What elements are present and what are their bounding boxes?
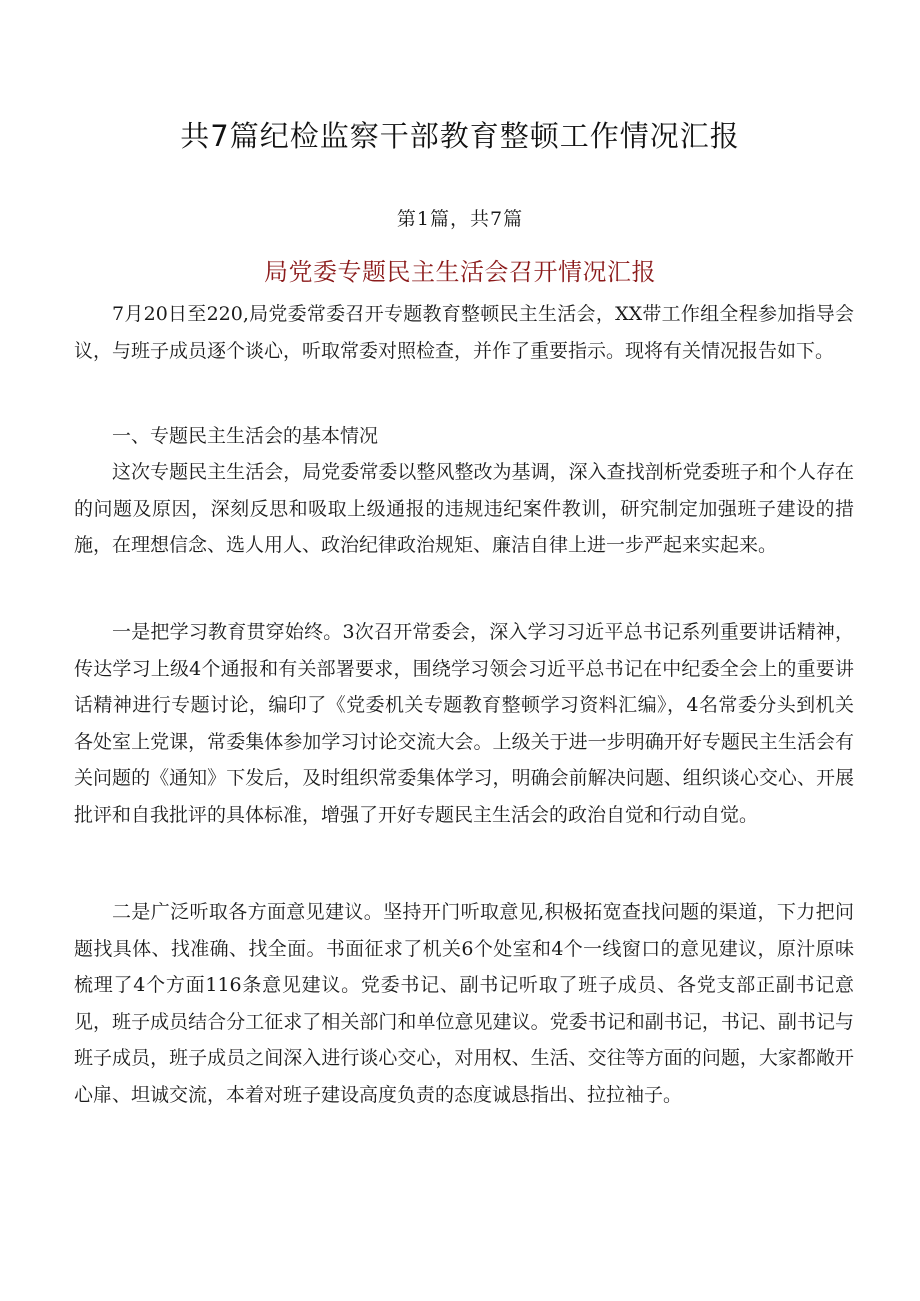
point-one-paragraph: 一是把学习教育贯穿始终。3次召开常委会，深入学习习近平总书记系列重要讲话精神，传达学习上级4个通报和有关部署要求，围绕学习领会习近平总书记在中纪委全会上的重要讲话精神进行专题讨论，编印了《党委机关专题教育整顿学习资料汇编》，4名常委分头到机关各处室上党课，常委集体参加学习讨论交流大会。上级关于进一步明确开好专题民主生活会有关问题的《通知》下发后，及时组织常委集体学习，明确会前解决问题、组织谈心交心、开展批评和自我批评的具体标准，增强了开好专题民主生活会的政治自觉和行动自觉。 — [74, 621, 854, 826]
part-label: 第1篇，共7篇 — [396, 208, 524, 230]
section-paragraph: 这次专题民主生活会，局党委常委以整风整改为基调，深入查找剖析党委班子和个人存在的问题及原因，深刻反思和吸取上级通报的违规违纪案件教训，研究制定加强班子建设的措施，在理想信念、选人用人、政治纪律政治规矩、廉洁自律上进一步严起来实起来。 — [74, 461, 854, 556]
document-title: 共7篇纪检监察干部教育整顿工作情况汇报 — [180, 119, 740, 153]
section-heading: 一、专题民主生活会的基本情况 — [112, 425, 379, 447]
point-two-paragraph: 二是广泛听取各方面意见建议。坚持开门听取意见,积极拓宽查找问题的渠道，下力把问题找具体、找准确、找全面。书面征求了机关6个处室和4个一线窗口的意见建议，原汁原味梳理了4个方面116条意见建议。党委书记、副书记听取了班子成员、各党支部正副书记意见，班子成员结合分工征求了相关部门和单位意见建议。党委书记和副书记，书记、副书记与班子成员，班子成员之间深入进行谈心交心，对用权、生活、交往等方面的问题，大家都敞开心扉、坦诚交流，本着对班子建设高度负责的态度诚恳指出、拉拉袖子。 — [74, 901, 854, 1106]
intro-paragraph: 7月20日至220,局党委常委召开专题教育整顿民主生活会，XX带工作组全程参加指导会议，与班子成员逐个谈心，听取常委对照检查，并作了重要指示。现将有关情况报告如下。 — [74, 303, 854, 362]
article-subtitle: 局党委专题民主生活会召开情况汇报 — [264, 258, 656, 286]
